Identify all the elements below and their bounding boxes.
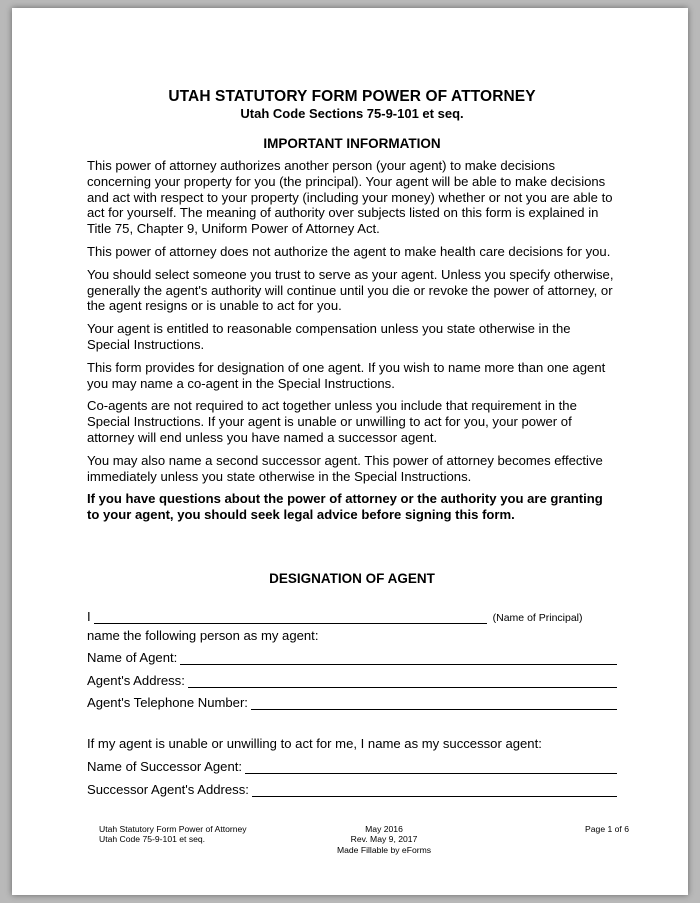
footer-revision: Rev. May 9, 2017 — [350, 834, 418, 845]
successor-name-row — [87, 759, 617, 774]
document-title: UTAH STATUTORY FORM POWER OF ATTORNEY — [168, 88, 536, 105]
successor-address-field[interactable] — [252, 784, 617, 797]
paragraph-co-agents: Co-agents are not required to act together unless you include that requirement in the Special Instructions. If your agent is unable or unwilling to act for you, your power of attorney will end unless you have named a successor agent. — [87, 398, 577, 445]
successor-name-field[interactable] — [245, 761, 617, 774]
agent-name-row — [87, 650, 617, 665]
agent-address-field[interactable] — [188, 675, 617, 688]
document-page — [12, 8, 688, 895]
agent-name-label: Name of Agent: — [87, 650, 178, 666]
successor-intro-text: If my agent is unable or unwilling to act for me, I name as my successor agent: — [87, 736, 542, 752]
name-following-text: name the following person as my agent: — [87, 627, 319, 643]
document-body — [87, 87, 617, 804]
principal-name-field[interactable] — [94, 611, 487, 624]
legal-advice-warning: If you have questions about the power of attorney or the authority you are granting to your agent, you should seek legal advice before signing this form. — [87, 491, 603, 523]
footer-form-name: Utah Statutory Form Power of Attorney — [99, 824, 247, 834]
principal-name-row — [87, 609, 617, 624]
footer-middle — [334, 824, 434, 855]
agent-address-label: Agent's Address: — [87, 672, 185, 688]
footer-date: May 2016 — [365, 824, 403, 834]
paragraph-health-care: This power of attorney does not authorize the agent to make health care decisions for you. — [87, 243, 611, 259]
principal-prefix: I — [87, 608, 91, 624]
successor-address-label: Successor Agent's Address: — [87, 781, 249, 797]
paragraph-designation: This form provides for designation of one agent. If you wish to name more than one agent you may name a co-agent in the Special Instructions. — [87, 359, 606, 391]
principal-name-note: (Name of Principal) — [492, 611, 583, 624]
successor-name-label: Name of Successor Agent: — [87, 759, 243, 775]
paragraph-authorization: This power of attorney authorizes another person (your agent) to make decisions concerning your property for you (the principal). Your agent will be able to make decisions and act with respect to your property (including your money) whether or not you are able to act for yourself. The meaning of authority over subjects listed on this form is explained in Title 75, Chapter 9, Uniform Power of Attorney Act. — [87, 158, 613, 237]
agent-name-field[interactable] — [180, 652, 617, 665]
paragraph-compensation: Your agent is entitled to reasonable compensation unless you state otherwise in the Special Instructions. — [87, 321, 571, 352]
agent-address-row — [87, 673, 617, 688]
footer-code: Utah Code 75-9-101 et seq. — [99, 834, 206, 845]
successor-address-row — [87, 782, 617, 797]
agent-phone-label: Agent's Telephone Number: — [87, 695, 248, 711]
paragraph-select-agent: You should select someone you trust to serve as your agent. Unless you specify otherwise, generally the agent's authority will continue until you die or revoke the power of attorney, or the agent resigns or is unable to act for you. — [87, 266, 614, 314]
document-subtitle: Utah Code Sections 75-9-101 et seq. — [240, 106, 464, 121]
agent-phone-row — [87, 695, 617, 710]
paragraph-successor: You may also name a second successor agent. This power of attorney becomes effective immediately unless you state otherwise in the Special Instructions. — [87, 452, 603, 484]
footer-left — [99, 824, 247, 845]
important-information-heading: IMPORTANT INFORMATION — [263, 136, 441, 151]
footer-fillable-credit: Made Fillable by eForms — [336, 844, 432, 855]
footer-page-number: Page 1 of 6 — [585, 824, 629, 834]
designation-of-agent-heading: DESIGNATION OF AGENT — [269, 570, 435, 586]
agent-phone-field[interactable] — [251, 697, 617, 710]
